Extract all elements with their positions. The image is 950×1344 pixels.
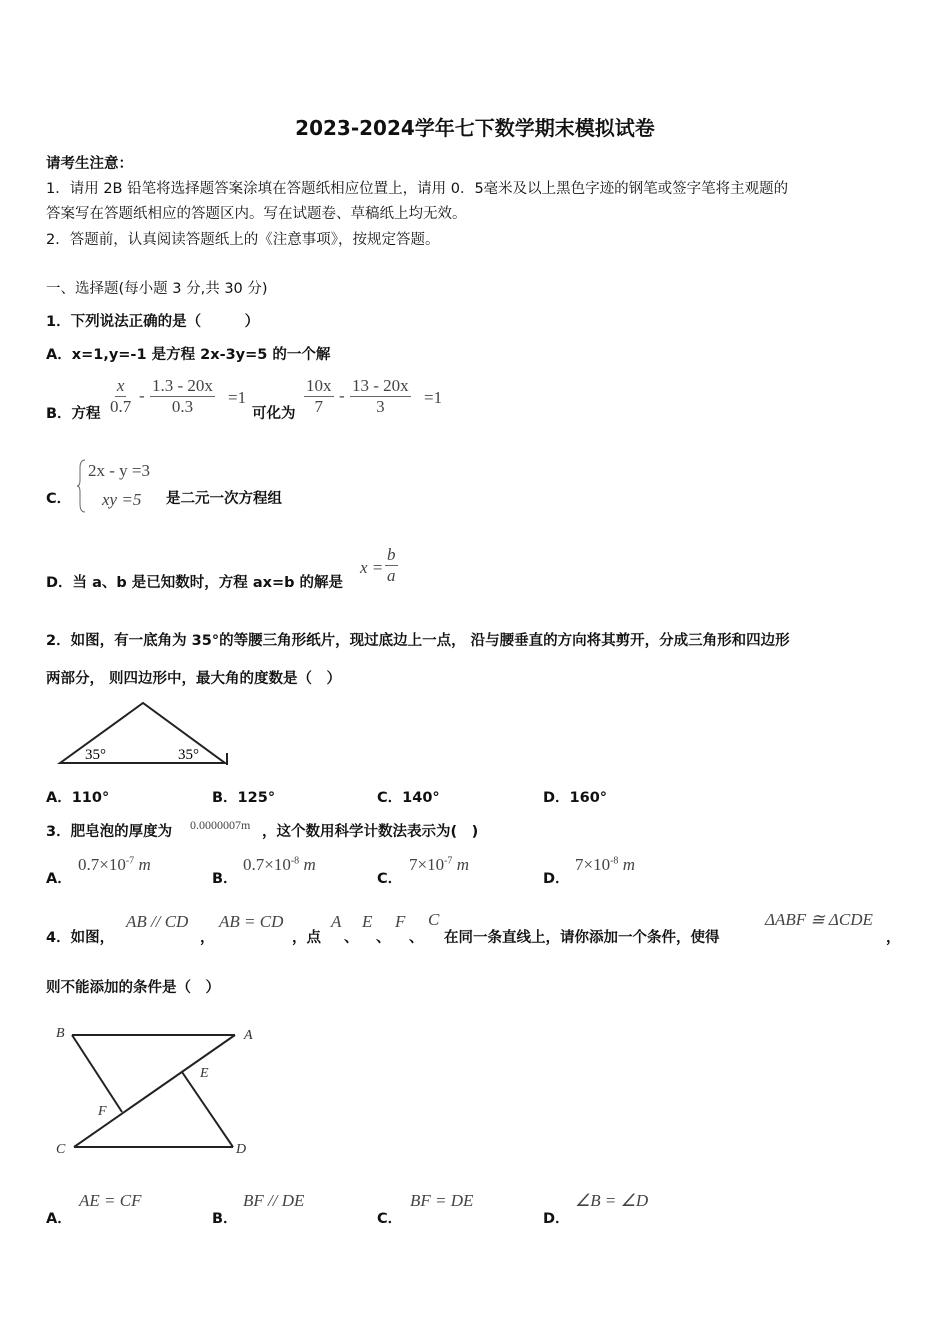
minus-sign: -: [339, 386, 345, 405]
math: ΔABF ≅ ΔCDE: [765, 910, 873, 929]
math: 0.7×10: [78, 855, 126, 874]
text: 在同一条直线上，请你添加一个条件，使得: [444, 930, 720, 946]
math: 0.7×10: [243, 855, 291, 874]
section-heading: 一、选择题(每小题 3 分,共 30 分): [46, 281, 268, 297]
fraction: $\frac{b}{a}$: [387, 545, 396, 585]
page-title: 2023-2024学年七下数学期末模拟试卷: [295, 116, 655, 140]
unit: m: [456, 855, 469, 874]
exponent: -8: [290, 855, 300, 867]
brace-icon: [76, 458, 88, 514]
q1-option-d-label: D．当 a、b 是已知数时，方程 ax=b 的解是: [46, 575, 344, 591]
math: AB = CD: [219, 912, 284, 931]
option-label: B．: [212, 871, 238, 887]
math: AB // CD: [126, 912, 189, 931]
equation-2: xy =5: [102, 490, 142, 509]
text: ，点: [292, 930, 321, 946]
fraction: $\frac{13 - 20x}{3}$: [352, 376, 409, 416]
point-label-d: D: [236, 1142, 247, 1157]
q1-stem: 1．下列说法正确的是（ ）: [46, 314, 260, 330]
q3-stem-end: ，这个数用科学计数法表示为( ): [262, 824, 479, 840]
option-label: A．: [46, 1211, 72, 1227]
math: 7×10: [409, 855, 445, 874]
minus-sign: -: [139, 386, 145, 405]
math: ∠B = ∠D: [575, 1191, 649, 1210]
exponent: -7: [444, 855, 453, 867]
option-label: C．: [377, 1211, 403, 1227]
exponent: -7: [125, 855, 135, 867]
math: F: [395, 912, 406, 931]
math: E: [362, 912, 373, 931]
math: 7×10: [575, 855, 611, 874]
unit: m: [138, 855, 151, 874]
option-label: D．: [543, 871, 570, 887]
point-label-f: F: [98, 1104, 107, 1119]
fraction: $\frac{1.3 - 20x}{0.3}$: [152, 376, 213, 416]
q2-stem-line-2: 两部分， 则四边形中，最大角的度数是（ ）: [46, 671, 342, 687]
notice-line-1: 1．请用 2B 铅笔将选择题答案涂填在答题纸相应位置上，请用 0．5毫米及以上黑色字迹的钢笔或签字笔将主观题的: [46, 181, 789, 197]
q1-c-text: 是二元一次方程组: [166, 491, 282, 507]
equals: =1: [424, 388, 443, 407]
math: BF = DE: [410, 1191, 474, 1210]
q2-option-b: B．125°: [212, 790, 276, 806]
point-label-b: B: [56, 1026, 65, 1041]
unit: m: [303, 855, 316, 874]
fraction: $\frac{10x}{7}$: [306, 376, 332, 416]
point-label-c: C: [56, 1142, 66, 1157]
q1-option-b-label: B．方程: [46, 406, 101, 422]
option-label: A．: [46, 871, 72, 887]
fraction: $\frac{x}{0.7}$: [110, 376, 132, 416]
q2-stem-line-1: 2．如图，有一底角为 35°的等腰三角形纸片，现过底边上一点， 沿与腰垂直的方向将其剪开，分成三角形和四边形: [46, 633, 790, 649]
triangle-figure: [55, 695, 245, 770]
notice-heading: 请考生注意：: [46, 156, 133, 172]
text: 、: [344, 930, 359, 946]
math-x: x =: [360, 558, 384, 577]
text: 、: [376, 930, 391, 946]
q2-option-a: A．110°: [46, 790, 110, 806]
option-label: C．: [377, 871, 403, 887]
text: ，: [200, 930, 215, 946]
equals: =1: [228, 388, 247, 407]
text: ，: [886, 930, 901, 946]
angle-label-left: 35°: [85, 747, 106, 763]
math: BF // DE: [243, 1191, 305, 1210]
text: 4．如图，: [46, 930, 115, 946]
option-label: B．: [212, 1211, 238, 1227]
q2-option-d: D．160°: [543, 790, 608, 806]
q1-b-text: 可化为: [252, 406, 296, 422]
unit: m: [622, 855, 635, 874]
q3-stem: 3．肥皂泡的厚度为: [46, 824, 173, 840]
q4-stem-line-2: 则不能添加的条件是（ ）: [46, 980, 220, 996]
angle-label-right: 35°: [178, 747, 199, 763]
q3-value: 0.0000007m: [190, 818, 251, 832]
math: A: [331, 912, 342, 931]
q2-option-c: C．140°: [377, 790, 440, 806]
notice-line-2: 答案写在答题纸相应的答题区内。写在试题卷、草稿纸上均无效。: [46, 206, 467, 222]
math: AE = CF: [79, 1191, 142, 1210]
option-label: D．: [543, 1211, 570, 1227]
point-label-a: A: [244, 1028, 253, 1043]
notice-line-3: 2．答题前，认真阅读答题纸上的《注意事项》，按规定答题。: [46, 232, 440, 248]
q1-option-c-label: C．: [46, 491, 72, 507]
exponent: -8: [610, 855, 619, 867]
math: C: [428, 910, 440, 929]
equation-1: 2x - y =3: [88, 461, 150, 480]
parallel-lines-figure: [50, 1020, 270, 1160]
text: 、: [409, 930, 424, 946]
q1-option-a: A．x=1,y=-1 是方程 2x-3y=5 的一个解: [46, 347, 331, 363]
point-label-e: E: [200, 1066, 209, 1081]
